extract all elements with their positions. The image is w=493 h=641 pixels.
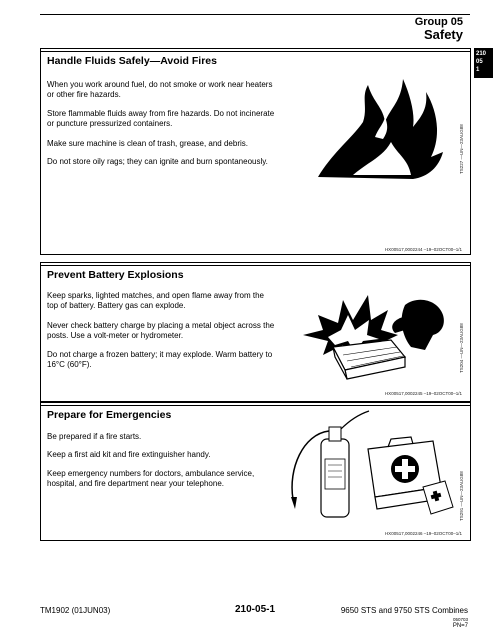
section-heading: Prevent Battery Explosions: [47, 269, 184, 281]
paragraph: Never check battery charge by placing a metal object across the posts. Use a volt-meter or hydrometer.: [47, 321, 275, 340]
paragraph: Do not charge a frozen battery; it may explode. Warm battery to 16°C (60°F).: [47, 350, 273, 369]
tab-line: 210: [476, 51, 487, 57]
footer-product: 9650 STS and 9750 STS Combines: [340, 606, 468, 615]
flame-icon: [313, 67, 448, 182]
paragraph: Be prepared if a fire starts.: [47, 432, 142, 441]
paragraph: Store flammable fluids away from fire hazards. Do not incinerate or puncture pressurized containers.: [47, 109, 275, 128]
footer-page-number: 210-05-1: [235, 604, 276, 615]
paragraph: When you work around fuel, do not smoke or work near heaters or other fire hazards.: [47, 80, 273, 99]
reference-code: HX00517,0002246 –19–02OCT00–1/1: [384, 531, 462, 536]
section-title: Safety: [423, 27, 463, 42]
footer-pn: PN=7: [452, 623, 468, 629]
reference-code: HX00517,0002244 –19–02OCT00–1/1: [384, 247, 462, 252]
figure-code: TS291 —UN—23AUG88: [459, 471, 464, 521]
paragraph: Keep emergency numbers for doctors, ambulance service, hospital, and fire department near your telephone.: [47, 469, 255, 488]
paragraph: Make sure machine is clean of trash, grease, and debris.: [47, 139, 248, 148]
section-battery: [40, 262, 471, 402]
section-heading: Handle Fluids Safely—Avoid Fires: [47, 55, 217, 67]
reference-code: HX00517,0002245 –19–02OCT00–1/1: [384, 391, 462, 396]
footer-code: 050703: [452, 617, 468, 622]
group-label: Group 05: [414, 16, 463, 28]
extinguisher-first-aid-icon: [273, 409, 455, 521]
page-tab: [474, 48, 493, 78]
title-rule: [41, 265, 470, 266]
footer-manual-id: TM1902 (01JUN03): [40, 606, 111, 615]
title-rule: [41, 405, 470, 406]
title-rule: [41, 51, 470, 52]
tab-line: 05: [476, 59, 483, 65]
battery-explosion-icon: [293, 275, 455, 380]
section-heading: Prepare for Emergencies: [47, 409, 172, 421]
section-emergencies: [40, 402, 471, 541]
paragraph: Keep sparks, lighted matches, and open flame away from the top of battery. Battery gas can explode.: [47, 291, 265, 310]
tab-line: 1: [476, 67, 480, 73]
paragraph: Do not store oily rags; they can ignite and burn spontaneously.: [47, 157, 268, 166]
figure-code: TS204 —UN—23AUG88: [459, 323, 464, 373]
figure-code: TS227 —UN—23AUG88: [459, 124, 464, 174]
paragraph: Keep a first aid kit and fire extinguisher handy.: [47, 450, 211, 459]
section-fires: [40, 48, 471, 255]
header-rule: [40, 14, 470, 15]
